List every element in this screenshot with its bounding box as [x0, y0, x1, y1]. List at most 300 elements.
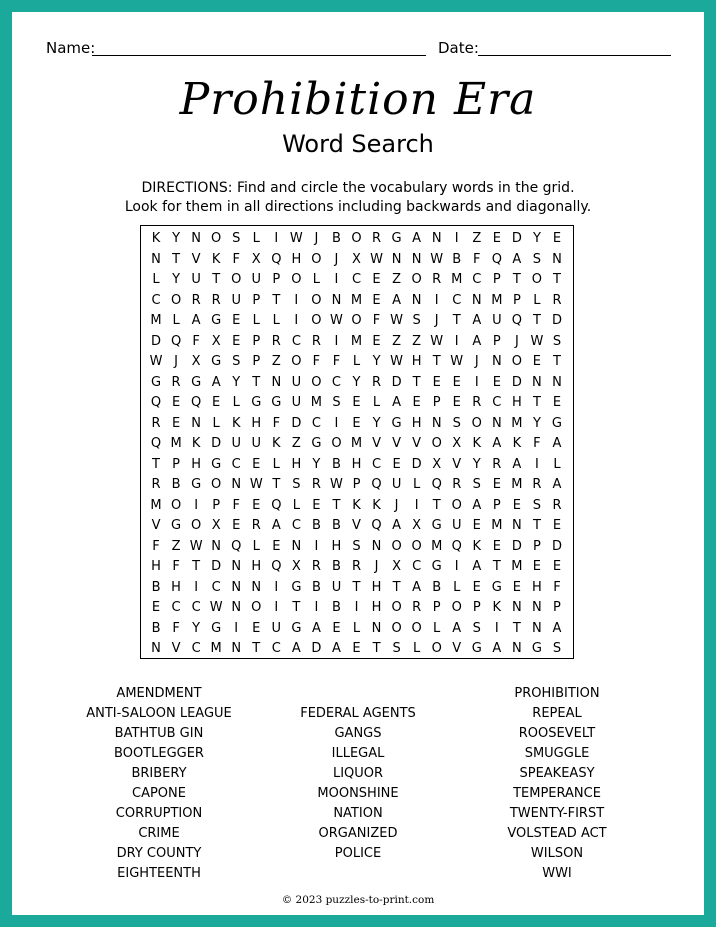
grid-letter[interactable]: N	[191, 231, 201, 246]
grid-letter[interactable]: T	[512, 620, 521, 636]
grid-letter[interactable]: K	[272, 436, 281, 451]
grid-letter[interactable]: M	[350, 436, 363, 451]
grid-letter[interactable]: R	[432, 272, 442, 287]
grid-letter[interactable]: F	[232, 497, 240, 513]
grid-letter[interactable]: X	[211, 518, 221, 533]
grid-letter[interactable]: C	[492, 395, 502, 410]
grid-letter[interactable]: Q	[491, 251, 502, 267]
grid-letter[interactable]: E	[332, 620, 341, 636]
grid-letter[interactable]: Q	[170, 333, 182, 349]
grid-letter[interactable]: Z	[271, 354, 281, 369]
grid-letter[interactable]: F	[152, 538, 160, 554]
grid-letter[interactable]: W	[430, 251, 444, 267]
grid-letter[interactable]: P	[432, 395, 441, 410]
grid-letter[interactable]: E	[532, 354, 542, 369]
grid-letter[interactable]: N	[431, 415, 442, 431]
grid-letter[interactable]: X	[191, 354, 201, 369]
grid-letter[interactable]: W	[430, 333, 444, 349]
grid-letter[interactable]: G	[431, 559, 442, 574]
grid-letter[interactable]: N	[371, 538, 382, 554]
grid-letter[interactable]: B	[331, 456, 341, 472]
grid-letter[interactable]: K	[512, 436, 522, 451]
grid-letter[interactable]: R	[372, 374, 382, 390]
grid-letter[interactable]: I	[314, 538, 319, 554]
grid-letter[interactable]: R	[251, 518, 261, 533]
grid-letter[interactable]: O	[311, 313, 322, 328]
grid-letter[interactable]: X	[412, 518, 422, 533]
grid-letter[interactable]: P	[252, 354, 261, 369]
grid-letter[interactable]: J	[434, 313, 439, 328]
grid-letter[interactable]: H	[251, 559, 262, 574]
grid-letter[interactable]: F	[172, 620, 180, 636]
grid-letter[interactable]: R	[351, 559, 362, 574]
grid-letter[interactable]: N	[431, 231, 442, 246]
grid-letter[interactable]: A	[412, 231, 422, 246]
grid-letter[interactable]: P	[492, 272, 501, 287]
grid-letter[interactable]: A	[492, 436, 502, 451]
grid-letter[interactable]: I	[454, 231, 459, 246]
grid-letter[interactable]: M	[150, 497, 162, 513]
grid-letter[interactable]: X	[452, 436, 462, 451]
grid-letter[interactable]: A	[331, 641, 341, 656]
grid-letter[interactable]: S	[392, 641, 401, 656]
grid-letter[interactable]: D	[311, 641, 322, 656]
grid-letter[interactable]: N	[211, 538, 222, 554]
grid-letter[interactable]: Y	[232, 374, 241, 390]
grid-letter[interactable]: N	[471, 292, 482, 308]
grid-letter[interactable]: S	[452, 415, 461, 431]
grid-letter[interactable]: T	[332, 497, 341, 513]
grid-letter[interactable]: E	[171, 395, 181, 410]
grid-letter[interactable]: E	[252, 497, 261, 513]
grid-letter[interactable]: T	[532, 313, 541, 328]
grid-letter[interactable]: T	[552, 354, 561, 369]
grid-letter[interactable]: T	[412, 374, 421, 390]
grid-letter[interactable]: A	[291, 641, 301, 656]
grid-letter[interactable]: S	[472, 620, 481, 636]
grid-letter[interactable]: O	[170, 292, 182, 308]
grid-letter[interactable]: T	[452, 313, 461, 328]
grid-letter[interactable]: F	[232, 251, 240, 267]
grid-letter[interactable]: O	[351, 231, 362, 246]
grid-letter[interactable]: C	[331, 374, 341, 390]
grid-letter[interactable]: Y	[352, 374, 361, 390]
grid-letter[interactable]: P	[512, 292, 521, 308]
grid-letter[interactable]: S	[552, 333, 562, 349]
grid-letter[interactable]: L	[252, 313, 260, 328]
grid-letter[interactable]: D	[551, 538, 562, 554]
grid-letter[interactable]: S	[412, 313, 421, 328]
grid-letter[interactable]: T	[392, 579, 401, 595]
grid-letter[interactable]: G	[191, 477, 202, 492]
grid-letter[interactable]: O	[431, 436, 442, 451]
grid-letter[interactable]: R	[532, 477, 542, 492]
grid-letter[interactable]: V	[452, 641, 462, 656]
grid-letter[interactable]: P	[532, 538, 541, 554]
grid-letter[interactable]: O	[451, 497, 462, 513]
grid-letter[interactable]: E	[532, 559, 542, 574]
grid-letter[interactable]: E	[151, 600, 161, 615]
grid-letter[interactable]: U	[331, 579, 342, 595]
grid-letter[interactable]: E	[412, 395, 421, 410]
grid-letter[interactable]: Q	[271, 497, 282, 513]
grid-letter[interactable]: H	[151, 559, 161, 574]
grid-letter[interactable]: P	[553, 600, 561, 615]
grid-letter[interactable]: N	[151, 641, 161, 656]
grid-letter[interactable]: I	[294, 292, 299, 308]
grid-letter[interactable]: R	[151, 415, 161, 431]
grid-letter[interactable]: P	[352, 477, 361, 492]
grid-letter[interactable]: N	[231, 477, 242, 492]
grid-letter[interactable]: J	[374, 559, 379, 574]
grid-letter[interactable]: M	[150, 313, 162, 328]
grid-letter[interactable]: A	[492, 641, 502, 656]
grid-letter[interactable]: O	[391, 538, 402, 554]
grid-letter[interactable]: Y	[372, 415, 381, 431]
grid-letter[interactable]: A	[512, 456, 522, 472]
grid-letter[interactable]: N	[231, 600, 242, 615]
grid-letter[interactable]: N	[291, 538, 302, 554]
grid-letter[interactable]: F	[332, 354, 341, 369]
grid-letter[interactable]: H	[291, 251, 302, 267]
date-field-line[interactable]	[478, 55, 671, 56]
grid-letter[interactable]: P	[272, 272, 281, 287]
grid-letter[interactable]: F	[553, 579, 561, 595]
grid-letter[interactable]: D	[511, 231, 522, 246]
grid-letter[interactable]: Q	[371, 477, 382, 492]
grid-letter[interactable]: E	[492, 538, 501, 554]
grid-letter[interactable]: T	[552, 272, 561, 287]
grid-letter[interactable]: E	[472, 518, 481, 533]
grid-letter[interactable]: F	[192, 333, 200, 349]
grid-letter[interactable]: N	[231, 641, 242, 656]
grid-letter[interactable]: A	[392, 518, 402, 533]
grid-letter[interactable]: A	[512, 251, 522, 267]
grid-letter[interactable]: P	[252, 333, 261, 349]
grid-letter[interactable]: L	[413, 477, 421, 492]
grid-letter[interactable]: G	[211, 313, 222, 328]
grid-letter[interactable]: X	[291, 559, 301, 574]
grid-letter[interactable]: F	[272, 415, 281, 431]
grid-letter[interactable]: E	[352, 641, 361, 656]
grid-letter[interactable]: N	[251, 579, 262, 595]
grid-letter[interactable]: Z	[412, 333, 422, 349]
grid-letter[interactable]: G	[271, 395, 282, 410]
grid-letter[interactable]: F	[172, 559, 180, 574]
grid-letter[interactable]: X	[392, 559, 402, 574]
grid-letter[interactable]: Q	[191, 395, 202, 410]
grid-letter[interactable]: O	[451, 600, 462, 615]
grid-letter[interactable]: E	[552, 395, 562, 410]
grid-letter[interactable]: Y	[472, 456, 481, 472]
grid-letter[interactable]: O	[511, 354, 522, 369]
grid-letter[interactable]: I	[334, 415, 339, 431]
grid-letter[interactable]: G	[191, 374, 202, 390]
grid-letter[interactable]: B	[452, 251, 462, 267]
grid-letter[interactable]: C	[291, 333, 301, 349]
grid-letter[interactable]: U	[271, 620, 282, 636]
grid-letter[interactable]: R	[552, 497, 562, 513]
grid-letter[interactable]: W	[330, 313, 343, 328]
grid-letter[interactable]: T	[492, 559, 501, 574]
grid-letter[interactable]: U	[492, 313, 502, 328]
grid-letter[interactable]: M	[310, 395, 322, 410]
grid-letter[interactable]: A	[472, 559, 482, 574]
grid-letter[interactable]: I	[414, 497, 419, 513]
grid-letter[interactable]: N	[532, 374, 542, 390]
grid-letter[interactable]: O	[311, 251, 322, 267]
grid-letter[interactable]: I	[274, 231, 279, 246]
grid-letter[interactable]: V	[352, 518, 361, 533]
grid-letter[interactable]: L	[453, 579, 461, 595]
grid-letter[interactable]: B	[331, 600, 341, 615]
grid-letter[interactable]: J	[394, 497, 399, 513]
grid-letter[interactable]: V	[452, 456, 462, 472]
grid-letter[interactable]: R	[311, 559, 321, 574]
grid-letter[interactable]: S	[232, 354, 241, 369]
grid-letter[interactable]: N	[532, 600, 542, 615]
grid-letter[interactable]: D	[511, 374, 522, 390]
grid-letter[interactable]: A	[191, 313, 201, 328]
grid-letter[interactable]: N	[231, 559, 242, 574]
grid-letter[interactable]: H	[511, 395, 522, 410]
grid-letter[interactable]: Z	[171, 538, 181, 554]
grid-letter[interactable]: O	[291, 354, 302, 369]
grid-letter[interactable]: I	[334, 272, 339, 287]
grid-letter[interactable]: E	[452, 374, 461, 390]
grid-letter[interactable]: U	[231, 436, 241, 451]
grid-letter[interactable]: T	[512, 272, 521, 287]
grid-letter[interactable]: N	[532, 620, 542, 636]
grid-letter[interactable]: D	[211, 559, 222, 574]
grid-letter[interactable]: N	[391, 251, 402, 267]
grid-letter[interactable]: B	[331, 518, 341, 533]
grid-letter[interactable]: Z	[472, 231, 482, 246]
grid-letter[interactable]: L	[372, 395, 381, 410]
grid-letter[interactable]: G	[491, 579, 502, 595]
grid-letter[interactable]: Q	[150, 436, 162, 451]
grid-letter[interactable]: R	[552, 292, 562, 308]
grid-letter[interactable]: C	[191, 600, 201, 615]
grid-letter[interactable]: L	[172, 313, 180, 328]
grid-letter[interactable]: T	[152, 456, 160, 472]
grid-letter[interactable]: V	[372, 436, 381, 451]
grid-letter[interactable]: I	[434, 292, 439, 308]
grid-letter[interactable]: O	[471, 415, 482, 431]
grid-letter[interactable]: W	[249, 477, 263, 492]
grid-letter[interactable]: G	[291, 579, 302, 595]
grid-letter[interactable]: T	[212, 272, 221, 287]
grid-letter[interactable]: S	[332, 395, 341, 410]
grid-letter[interactable]: M	[511, 477, 523, 492]
grid-letter[interactable]: P	[212, 497, 221, 513]
grid-letter[interactable]: L	[252, 231, 260, 246]
grid-letter[interactable]: N	[271, 374, 282, 390]
grid-letter[interactable]: X	[251, 251, 261, 267]
grid-letter[interactable]: C	[311, 415, 321, 431]
grid-letter[interactable]: E	[452, 395, 461, 410]
grid-letter[interactable]: L	[292, 497, 300, 513]
grid-letter[interactable]: T	[272, 477, 281, 492]
grid-letter[interactable]: R	[412, 600, 422, 615]
grid-letter[interactable]: G	[150, 374, 162, 390]
grid-letter[interactable]: J	[174, 354, 178, 369]
grid-letter[interactable]: Y	[532, 415, 541, 431]
grid-letter[interactable]: E	[372, 333, 381, 349]
grid-letter[interactable]: K	[492, 600, 502, 615]
grid-letter[interactable]: L	[352, 354, 361, 369]
grid-letter[interactable]: E	[492, 477, 501, 492]
grid-letter[interactable]: T	[432, 497, 441, 513]
grid-letter[interactable]: Q	[150, 395, 162, 410]
grid-letter[interactable]: B	[171, 477, 181, 492]
grid-letter[interactable]: O	[391, 620, 402, 636]
grid-letter[interactable]: E	[512, 497, 521, 513]
grid-letter[interactable]: B	[432, 579, 442, 595]
grid-letter[interactable]: S	[532, 251, 542, 267]
grid-letter[interactable]: I	[314, 600, 319, 615]
grid-letter[interactable]: N	[512, 641, 522, 656]
grid-letter[interactable]: W	[189, 538, 203, 554]
grid-letter[interactable]: G	[291, 620, 302, 636]
grid-letter[interactable]: R	[211, 292, 221, 308]
grid-letter[interactable]: C	[191, 641, 201, 656]
grid-letter[interactable]: E	[492, 231, 501, 246]
grid-letter[interactable]: K	[472, 436, 482, 451]
grid-letter[interactable]: A	[552, 620, 562, 636]
grid-letter[interactable]: G	[211, 456, 222, 472]
grid-letter[interactable]: P	[172, 456, 180, 472]
grid-letter[interactable]: A	[472, 313, 482, 328]
grid-letter[interactable]: O	[311, 292, 322, 308]
grid-letter[interactable]: L	[553, 456, 561, 472]
grid-letter[interactable]: H	[371, 600, 382, 615]
grid-letter[interactable]: E	[552, 518, 562, 533]
grid-letter[interactable]: H	[331, 538, 342, 554]
grid-letter[interactable]: O	[351, 313, 362, 328]
grid-letter[interactable]: C	[472, 272, 482, 287]
grid-letter[interactable]: N	[512, 600, 522, 615]
grid-letter[interactable]: O	[531, 272, 543, 287]
grid-letter[interactable]: G	[431, 518, 442, 533]
grid-letter[interactable]: B	[151, 620, 161, 636]
grid-letter[interactable]: A	[392, 292, 402, 308]
grid-letter[interactable]: M	[511, 559, 523, 574]
grid-letter[interactable]: G	[531, 641, 542, 656]
grid-letter[interactable]: O	[191, 518, 202, 533]
grid-letter[interactable]: T	[352, 579, 361, 595]
grid-letter[interactable]: Y	[172, 272, 181, 287]
grid-letter[interactable]: J	[334, 251, 339, 267]
grid-letter[interactable]: I	[334, 333, 339, 349]
grid-letter[interactable]: B	[331, 231, 341, 246]
grid-letter[interactable]: R	[492, 456, 502, 472]
grid-letter[interactable]: K	[352, 497, 361, 513]
grid-letter[interactable]: U	[251, 272, 262, 287]
grid-letter[interactable]: R	[372, 231, 382, 246]
grid-letter[interactable]: O	[331, 436, 342, 451]
grid-letter[interactable]: T	[252, 641, 261, 656]
grid-letter[interactable]: T	[252, 374, 261, 390]
grid-letter[interactable]: H	[411, 354, 422, 369]
grid-letter[interactable]: U	[451, 518, 462, 533]
grid-letter[interactable]: G	[211, 620, 222, 636]
grid-letter[interactable]: Q	[431, 477, 442, 492]
grid-letter[interactable]: D	[151, 333, 162, 349]
grid-letter[interactable]: U	[291, 374, 302, 390]
grid-letter[interactable]: H	[371, 579, 382, 595]
grid-letter[interactable]: K	[231, 415, 241, 431]
grid-letter[interactable]: I	[534, 456, 539, 472]
grid-letter[interactable]: C	[151, 292, 161, 308]
grid-letter[interactable]: W	[390, 354, 404, 369]
grid-letter[interactable]: A	[472, 497, 482, 513]
grid-letter[interactable]: T	[272, 292, 281, 308]
grid-letter[interactable]: U	[191, 272, 201, 287]
grid-letter[interactable]: Q	[271, 251, 282, 267]
grid-letter[interactable]: T	[372, 641, 381, 656]
grid-letter[interactable]: T	[172, 251, 181, 267]
grid-letter[interactable]: D	[291, 415, 302, 431]
grid-letter[interactable]: M	[451, 272, 463, 287]
grid-letter[interactable]: B	[311, 518, 321, 533]
grid-letter[interactable]: K	[372, 497, 381, 513]
grid-letter[interactable]: N	[151, 251, 161, 267]
grid-letter[interactable]: O	[251, 600, 262, 615]
grid-letter[interactable]: Z	[392, 333, 402, 349]
grid-letter[interactable]: L	[252, 538, 260, 554]
grid-letter[interactable]: Q	[271, 559, 282, 574]
grid-letter[interactable]: W	[289, 231, 303, 246]
grid-letter[interactable]: M	[350, 292, 363, 308]
grid-letter[interactable]: Q	[451, 538, 462, 554]
grid-letter[interactable]: F	[372, 313, 381, 328]
grid-letter[interactable]: U	[251, 436, 262, 451]
grid-letter[interactable]: O	[391, 600, 402, 615]
grid-letter[interactable]: H	[532, 579, 542, 595]
grid-letter[interactable]: V	[191, 251, 201, 267]
grid-letter[interactable]: F	[473, 251, 481, 267]
grid-letter[interactable]: G	[251, 395, 262, 410]
grid-letter[interactable]: L	[212, 415, 220, 431]
grid-letter[interactable]: E	[392, 456, 401, 472]
grid-letter[interactable]: E	[472, 579, 481, 595]
grid-letter[interactable]: T	[192, 559, 201, 574]
grid-letter[interactable]: W	[209, 600, 223, 615]
grid-letter[interactable]: V	[412, 436, 422, 451]
grid-letter[interactable]: O	[311, 374, 322, 390]
grid-letter[interactable]: E	[432, 374, 441, 390]
grid-letter[interactable]: G	[311, 436, 322, 451]
grid-letter[interactable]: Y	[532, 231, 541, 246]
grid-letter[interactable]: M	[210, 641, 222, 656]
name-field-line[interactable]	[92, 55, 426, 56]
grid-letter[interactable]: L	[312, 272, 321, 287]
grid-letter[interactable]: C	[291, 518, 301, 533]
grid-letter[interactable]: L	[152, 272, 160, 287]
grid-letter[interactable]: Y	[312, 456, 321, 472]
grid-letter[interactable]: T	[532, 395, 541, 410]
grid-letter[interactable]: O	[211, 231, 222, 246]
grid-letter[interactable]: M	[350, 333, 363, 349]
grid-letter[interactable]: S	[552, 641, 562, 656]
grid-letter[interactable]: E	[372, 292, 381, 308]
grid-letter[interactable]: U	[231, 292, 241, 308]
grid-letter[interactable]: B	[331, 559, 341, 574]
grid-letter[interactable]: F	[312, 354, 321, 369]
grid-letter[interactable]: C	[271, 641, 281, 656]
grid-letter[interactable]: G	[391, 231, 402, 246]
